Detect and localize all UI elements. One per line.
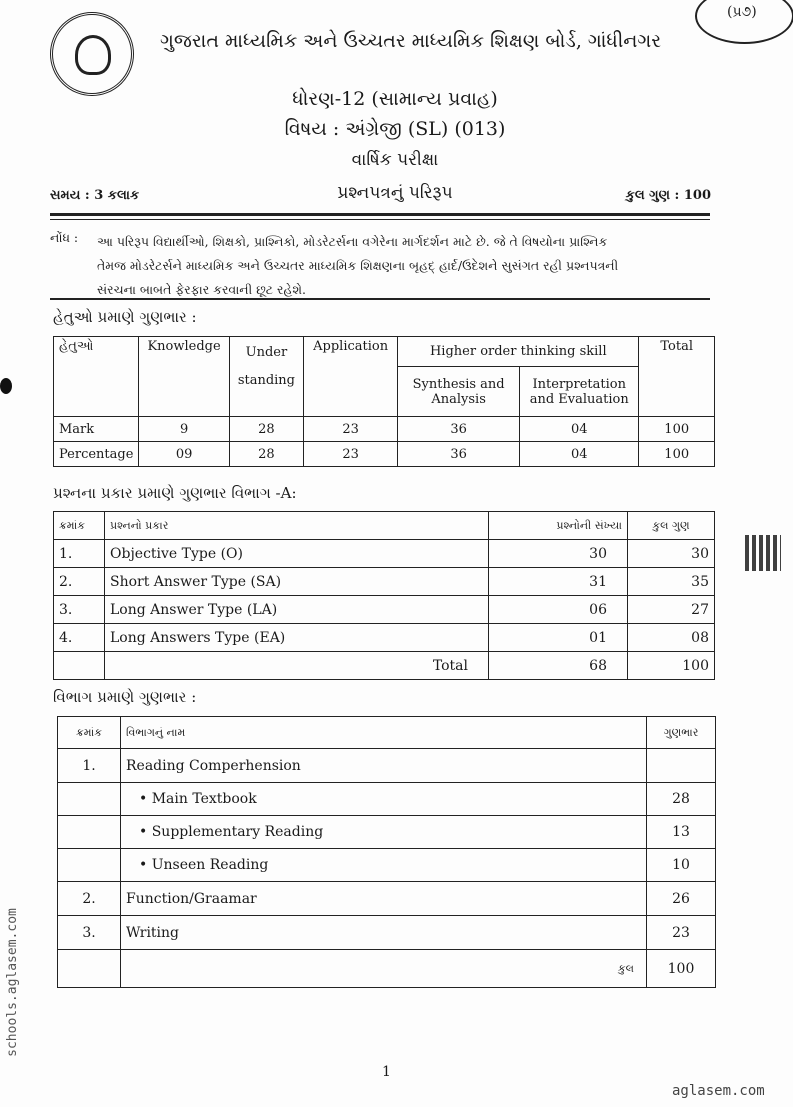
cell: 100 (628, 652, 715, 680)
cell: 1. (54, 540, 105, 568)
col-header: પ્રશ્નનો પ્રકાર (105, 512, 489, 540)
col-header: વિભાગનું નામ (121, 717, 647, 749)
col-header: પ્રશ્નોની સંખ્યા (489, 512, 628, 540)
cell: 04 (520, 417, 639, 442)
col-header: ગુણભાર (647, 717, 716, 749)
cell: Long Answers Type (EA) (105, 624, 489, 652)
divider (50, 298, 710, 300)
board-logo (50, 12, 134, 96)
cell: 9 (139, 417, 229, 442)
col-header: Application (304, 337, 398, 417)
subject: વિષય : અંગ્રેજી (SL) (013) (284, 118, 506, 140)
cell (54, 652, 105, 680)
col-header: ક્રમાંક (58, 717, 121, 749)
blueprint-title: પ્રશ્નપત્રનું પરિરૂપ (337, 183, 453, 203)
table-row (58, 916, 716, 950)
cell: Mark (54, 417, 139, 442)
sections-table (57, 716, 716, 988)
cell: Writing (121, 916, 647, 950)
cell: 30 (489, 540, 628, 568)
cell (58, 816, 121, 849)
table-row (58, 749, 716, 783)
col-header: Synthesis and Analysis (398, 367, 520, 417)
note-text (97, 230, 712, 302)
cell: • Unseen Reading (121, 849, 647, 882)
cell: Short Answer Type (SA) (105, 568, 489, 596)
question-type-table (53, 511, 715, 680)
cell: Long Answer Type (LA) (105, 596, 489, 624)
note-line: સંરચના બાબતે ફેરફાર કરવાની છૂટ રહેશે. (97, 282, 307, 297)
cell: 31 (489, 568, 628, 596)
note-line: આ પરિરૂપ વિદ્યાર્થીઓ, શિક્ષકો, પ્રાશ્નિકો, મોડરેટર્સના વગેરેના માર્ગદર્શન માટે છે. જે તે વિષયોના પ્રાશ્નિક (97, 234, 608, 249)
table-row (54, 596, 715, 624)
standard: ધોરણ-12 (સામાન્ય પ્રવાહ) (292, 88, 498, 110)
cell: • Main Textbook (121, 783, 647, 816)
col-header: ક્રમાંક (54, 512, 105, 540)
cell: Total (105, 652, 489, 680)
cell: 10 (647, 849, 716, 882)
exam-time: સમય : 3 કલાક (50, 188, 140, 203)
divider (50, 213, 710, 216)
cell: 100 (639, 442, 715, 467)
stamp-text: (પ્ર૭) (727, 4, 757, 20)
handwritten-stamp (695, 0, 793, 44)
table-row (54, 540, 715, 568)
cell: Objective Type (O) (105, 540, 489, 568)
cell: 36 (398, 417, 520, 442)
cell: 3. (54, 596, 105, 624)
cell: 23 (647, 916, 716, 950)
cell: 13 (647, 816, 716, 849)
total-marks: કુલ ગુણ : 100 (625, 188, 711, 203)
cell: 28 (229, 442, 303, 467)
table-row (54, 624, 715, 652)
note-label: નોંધ : (50, 230, 79, 245)
table-row (58, 816, 716, 849)
cell: 35 (628, 568, 715, 596)
cell: 68 (489, 652, 628, 680)
cell: 06 (489, 596, 628, 624)
total-row (54, 652, 715, 680)
table-row (58, 849, 716, 882)
cell: 28 (229, 417, 303, 442)
page-number: 1 (382, 1064, 391, 1080)
cell: Percentage (54, 442, 139, 467)
cell: 100 (647, 950, 716, 988)
cell: 2. (58, 882, 121, 916)
cell: 30 (628, 540, 715, 568)
divider (50, 219, 710, 220)
scan-mark (0, 378, 12, 394)
table-row (54, 442, 715, 467)
cell: 04 (520, 442, 639, 467)
cell: 26 (647, 882, 716, 916)
table-row (54, 417, 715, 442)
cell: 23 (304, 442, 398, 467)
cell: 3. (58, 916, 121, 950)
table-row (58, 783, 716, 816)
cell: 36 (398, 442, 520, 467)
side-watermark: schools.aglasem.com (4, 908, 20, 1057)
cell: • Supplementary Reading (121, 816, 647, 849)
cell: 1. (58, 749, 121, 783)
board-title: ગુજરાત માધ્યમિક અને ઉચ્ચતર માધ્યમિક શિક્ષણ બોર્ડ, ગાંધીનગર (160, 30, 662, 52)
cell (58, 950, 121, 988)
cell: 28 (647, 783, 716, 816)
bottom-watermark: aglasem.com (672, 1083, 765, 1099)
total-row (58, 950, 716, 988)
cell: 27 (628, 596, 715, 624)
cell: Function/Graamar (121, 882, 647, 916)
cell (647, 749, 716, 783)
col-header: Under standing (229, 337, 303, 417)
note-line: તેમજ મોડરેટર્સને માધ્યમિક અને ઉચ્ચતર માધ્યમિક શિક્ષણના બૃહદ્ હાર્દ/ઉદેશને સુસંગત રહી પ્રશ્નપત્રની (97, 258, 619, 273)
cell: 2. (54, 568, 105, 596)
cell: Reading Comperhension (121, 749, 647, 783)
cell: 01 (489, 624, 628, 652)
objectives-table (53, 336, 715, 467)
objectives-heading: હેતુઓ પ્રમાણે ગુણભાર : (53, 308, 197, 326)
col-header: Knowledge (139, 337, 229, 417)
cell (58, 849, 121, 882)
cell: 4. (54, 624, 105, 652)
col-header: Higher order thinking skill (398, 337, 639, 367)
col-header: Total (639, 337, 715, 417)
qr-code-icon (745, 535, 781, 571)
col-header: કુલ ગુણ (628, 512, 715, 540)
table-row (58, 882, 716, 916)
cell: 23 (304, 417, 398, 442)
cell: 100 (639, 417, 715, 442)
cell (58, 783, 121, 816)
table-row (54, 568, 715, 596)
col-header: Interpretation and Evaluation (520, 367, 639, 417)
cell: 08 (628, 624, 715, 652)
cell: 09 (139, 442, 229, 467)
exam-title: વાર્ષિક પરીક્ષા (351, 150, 439, 170)
col-header: હેતુઓ (54, 337, 139, 417)
section-a-heading: પ્રશ્નના પ્રકાર પ્રમાણે ગુણભાર વિભાગ -A: (53, 484, 297, 502)
cell: કુલ (121, 950, 647, 988)
sections-heading: વિભાગ પ્રમાણે ગુણભાર : (53, 688, 197, 706)
